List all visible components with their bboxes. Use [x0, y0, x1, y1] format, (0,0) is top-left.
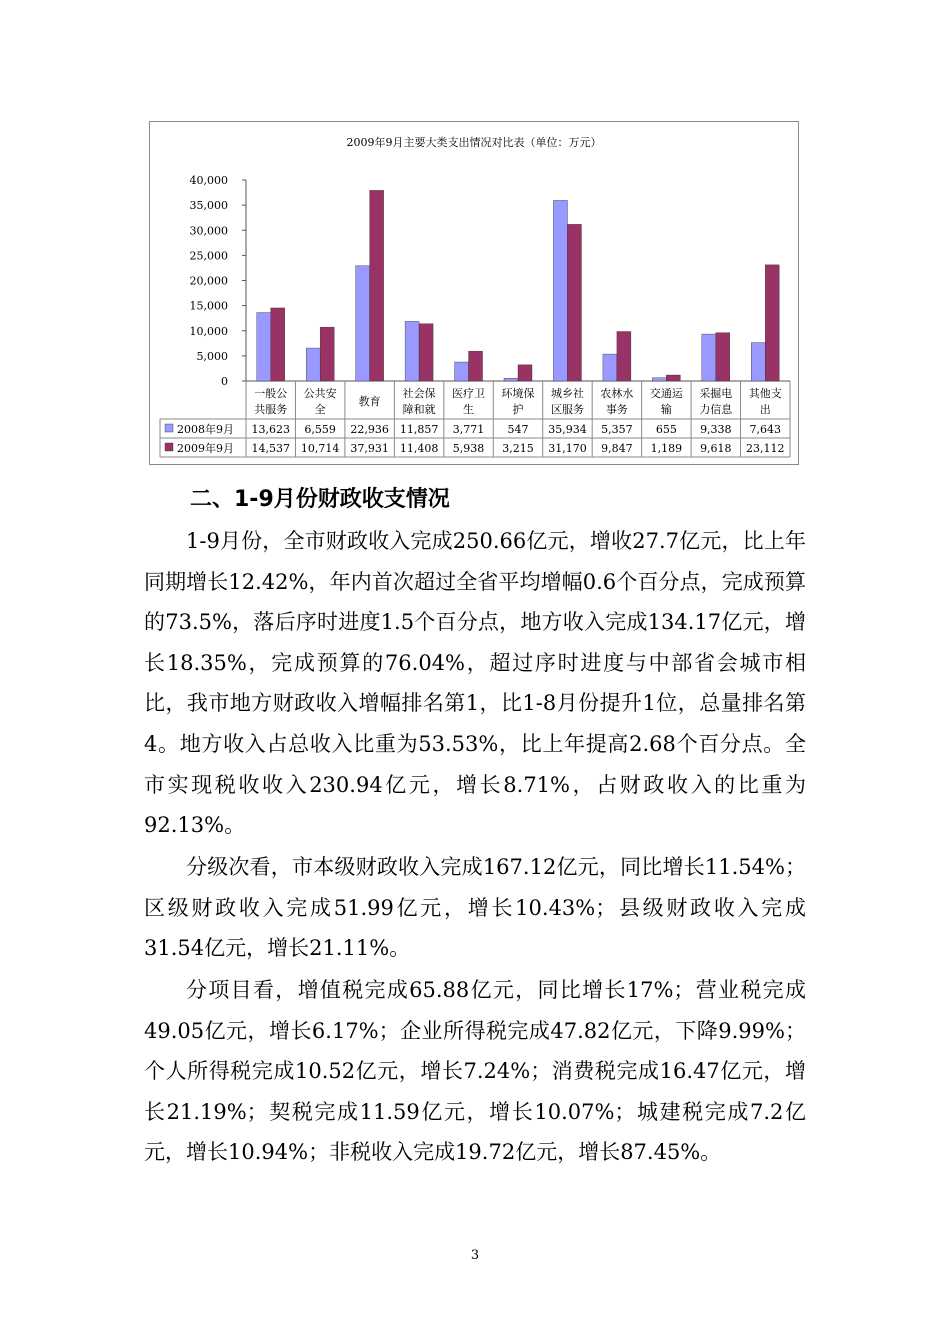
paragraph-1: 1-9月份，全市财政收入完成250.66亿元，增收27.7亿元，比上年同期增长12.42%，年内首次超过全省平均增幅0.6个百分点，完成预算的73.5%，落后序时进度1.5个百分点，地方收入完成134.17亿元，增长18.35%，完成预算的76.04%，超过序时进度与中部省会城市相比，我市地方财政收入增幅排名第1，比1-8月份提升1位，总量排名第4。地方收入占总收入比重为53.53%，比上年提高2.68个百分点。全市实现税收收入230.94亿元，增长8.71%，占财政收入的比重为92.13%。 — [144, 529, 806, 838]
y-tick-label: 0 — [221, 375, 228, 388]
paragraph-3: 分项目看，增值税完成65.88亿元，同比增长17%；营业税完成49.05亿元，增长6.17%；企业所得税完成47.82亿元，下降9.99%；个人所得税完成10.52亿元，增长7.24%；消费税完成16.47亿元，增长21.19%；契税完成11.59亿元，增长10.07%；城建税完成7.2亿元，增长10.94%；非税收入完成19.72亿元，增长87.45%。 — [144, 978, 806, 1165]
legend-label: 2009年9月 — [177, 442, 234, 455]
bar-2008 — [652, 378, 666, 381]
category-label: 力信息 — [699, 403, 733, 416]
data-value-label: 37,931 — [350, 442, 389, 455]
bar-2009 — [518, 365, 532, 381]
bar-2008 — [702, 334, 716, 381]
data-value-label: 5,357 — [601, 423, 633, 436]
y-tick-label: 25,000 — [189, 249, 228, 263]
category-label: 城乡社 — [550, 387, 584, 400]
bar-2009 — [765, 265, 779, 381]
y-tick-label: 35,000 — [189, 199, 228, 213]
data-value-label: 9,847 — [601, 442, 633, 455]
y-tick-label: 5,000 — [196, 349, 228, 363]
data-value-label: 7,643 — [749, 423, 782, 436]
data-value-label: 547 — [507, 423, 529, 436]
category-label: 全 — [314, 403, 326, 416]
data-value-label: 11,857 — [399, 423, 439, 436]
data-value-label: 3,771 — [452, 423, 485, 436]
category-label: 其他支 — [748, 387, 782, 400]
y-tick-label: 40,000 — [189, 174, 228, 187]
section-heading: 二、1-9月份财政收支情况 — [190, 487, 450, 512]
category-label: 共服务 — [254, 403, 288, 416]
category-label: 出 — [759, 403, 771, 416]
legend-label: 2008年9月 — [177, 423, 234, 436]
bar-2008 — [257, 313, 271, 381]
bar-2009 — [666, 375, 680, 381]
data-value-label: 22,936 — [350, 423, 389, 436]
bar-2008 — [405, 321, 419, 381]
data-value-label: 14,537 — [251, 442, 290, 455]
data-value-label: 9,618 — [700, 442, 732, 455]
chart-svg — [150, 122, 800, 466]
data-value-label: 11,408 — [399, 442, 439, 455]
category-label: 生 — [463, 403, 475, 416]
bar-2009 — [617, 332, 631, 381]
bar-2009 — [320, 327, 334, 381]
data-value-label: 10,714 — [300, 442, 340, 455]
bar-2008 — [603, 354, 617, 381]
bar-2009 — [419, 324, 433, 381]
y-tick-label: 15,000 — [189, 299, 228, 313]
data-value-label: 23,112 — [746, 442, 785, 455]
data-value-label: 3,215 — [502, 442, 534, 455]
bar-2009 — [370, 190, 384, 381]
category-label: 医疗卫 — [452, 387, 486, 400]
category-label: 农林水 — [600, 387, 634, 400]
bar-2008 — [504, 378, 518, 381]
legend-key-2008 — [165, 424, 173, 432]
category-label: 交通运 — [649, 387, 683, 400]
bar-2008 — [455, 362, 469, 381]
page-number: 3 — [470, 1248, 480, 1263]
category-label: 区服务 — [550, 403, 584, 416]
bar-2009 — [567, 224, 581, 381]
data-value-label: 6,559 — [304, 423, 336, 436]
y-tick-label: 10,000 — [189, 324, 228, 338]
y-tick-label: 30,000 — [189, 224, 228, 238]
category-label: 输 — [660, 403, 672, 416]
data-value-label: 31,170 — [548, 442, 587, 455]
paragraph-2: 分级次看，市本级财政收入完成167.12亿元，同比增长11.54%；区级财政收入完成51.99亿元，增长10.43%；县级财政收入完成31.54亿元，增长21.11%。 — [144, 855, 806, 961]
category-label: 一般公 — [254, 387, 288, 400]
y-tick-label: 20,000 — [189, 274, 228, 288]
bar-2008 — [553, 200, 567, 381]
legend-key-2009 — [165, 443, 173, 451]
category-label: 公共安 — [303, 387, 337, 400]
category-label: 环境保 — [501, 387, 535, 400]
bar-2008 — [306, 348, 320, 381]
data-value-label: 5,938 — [452, 442, 485, 455]
data-value-label: 35,934 — [548, 423, 587, 436]
category-label: 事务 — [605, 403, 628, 416]
category-label: 采掘电 — [699, 387, 733, 400]
data-value-label: 9,338 — [700, 423, 732, 436]
bar-2009 — [716, 333, 730, 381]
category-label: 护 — [512, 403, 524, 416]
bar-2008 — [356, 266, 370, 381]
data-value-label: 13,623 — [251, 423, 290, 436]
category-label: 社会保 — [402, 387, 436, 400]
bar-2009 — [271, 308, 285, 381]
bar-2008 — [751, 343, 765, 381]
category-label: 障和就 — [402, 403, 436, 416]
data-value-label: 655 — [655, 423, 677, 436]
bar-2009 — [469, 351, 483, 381]
chart-title: 2009年9月主要大类支出情况对比表（单位：万元） — [346, 136, 602, 149]
category-label: 教育 — [358, 395, 381, 408]
data-value-label: 1,189 — [650, 442, 683, 455]
expenditure-chart — [149, 121, 799, 465]
